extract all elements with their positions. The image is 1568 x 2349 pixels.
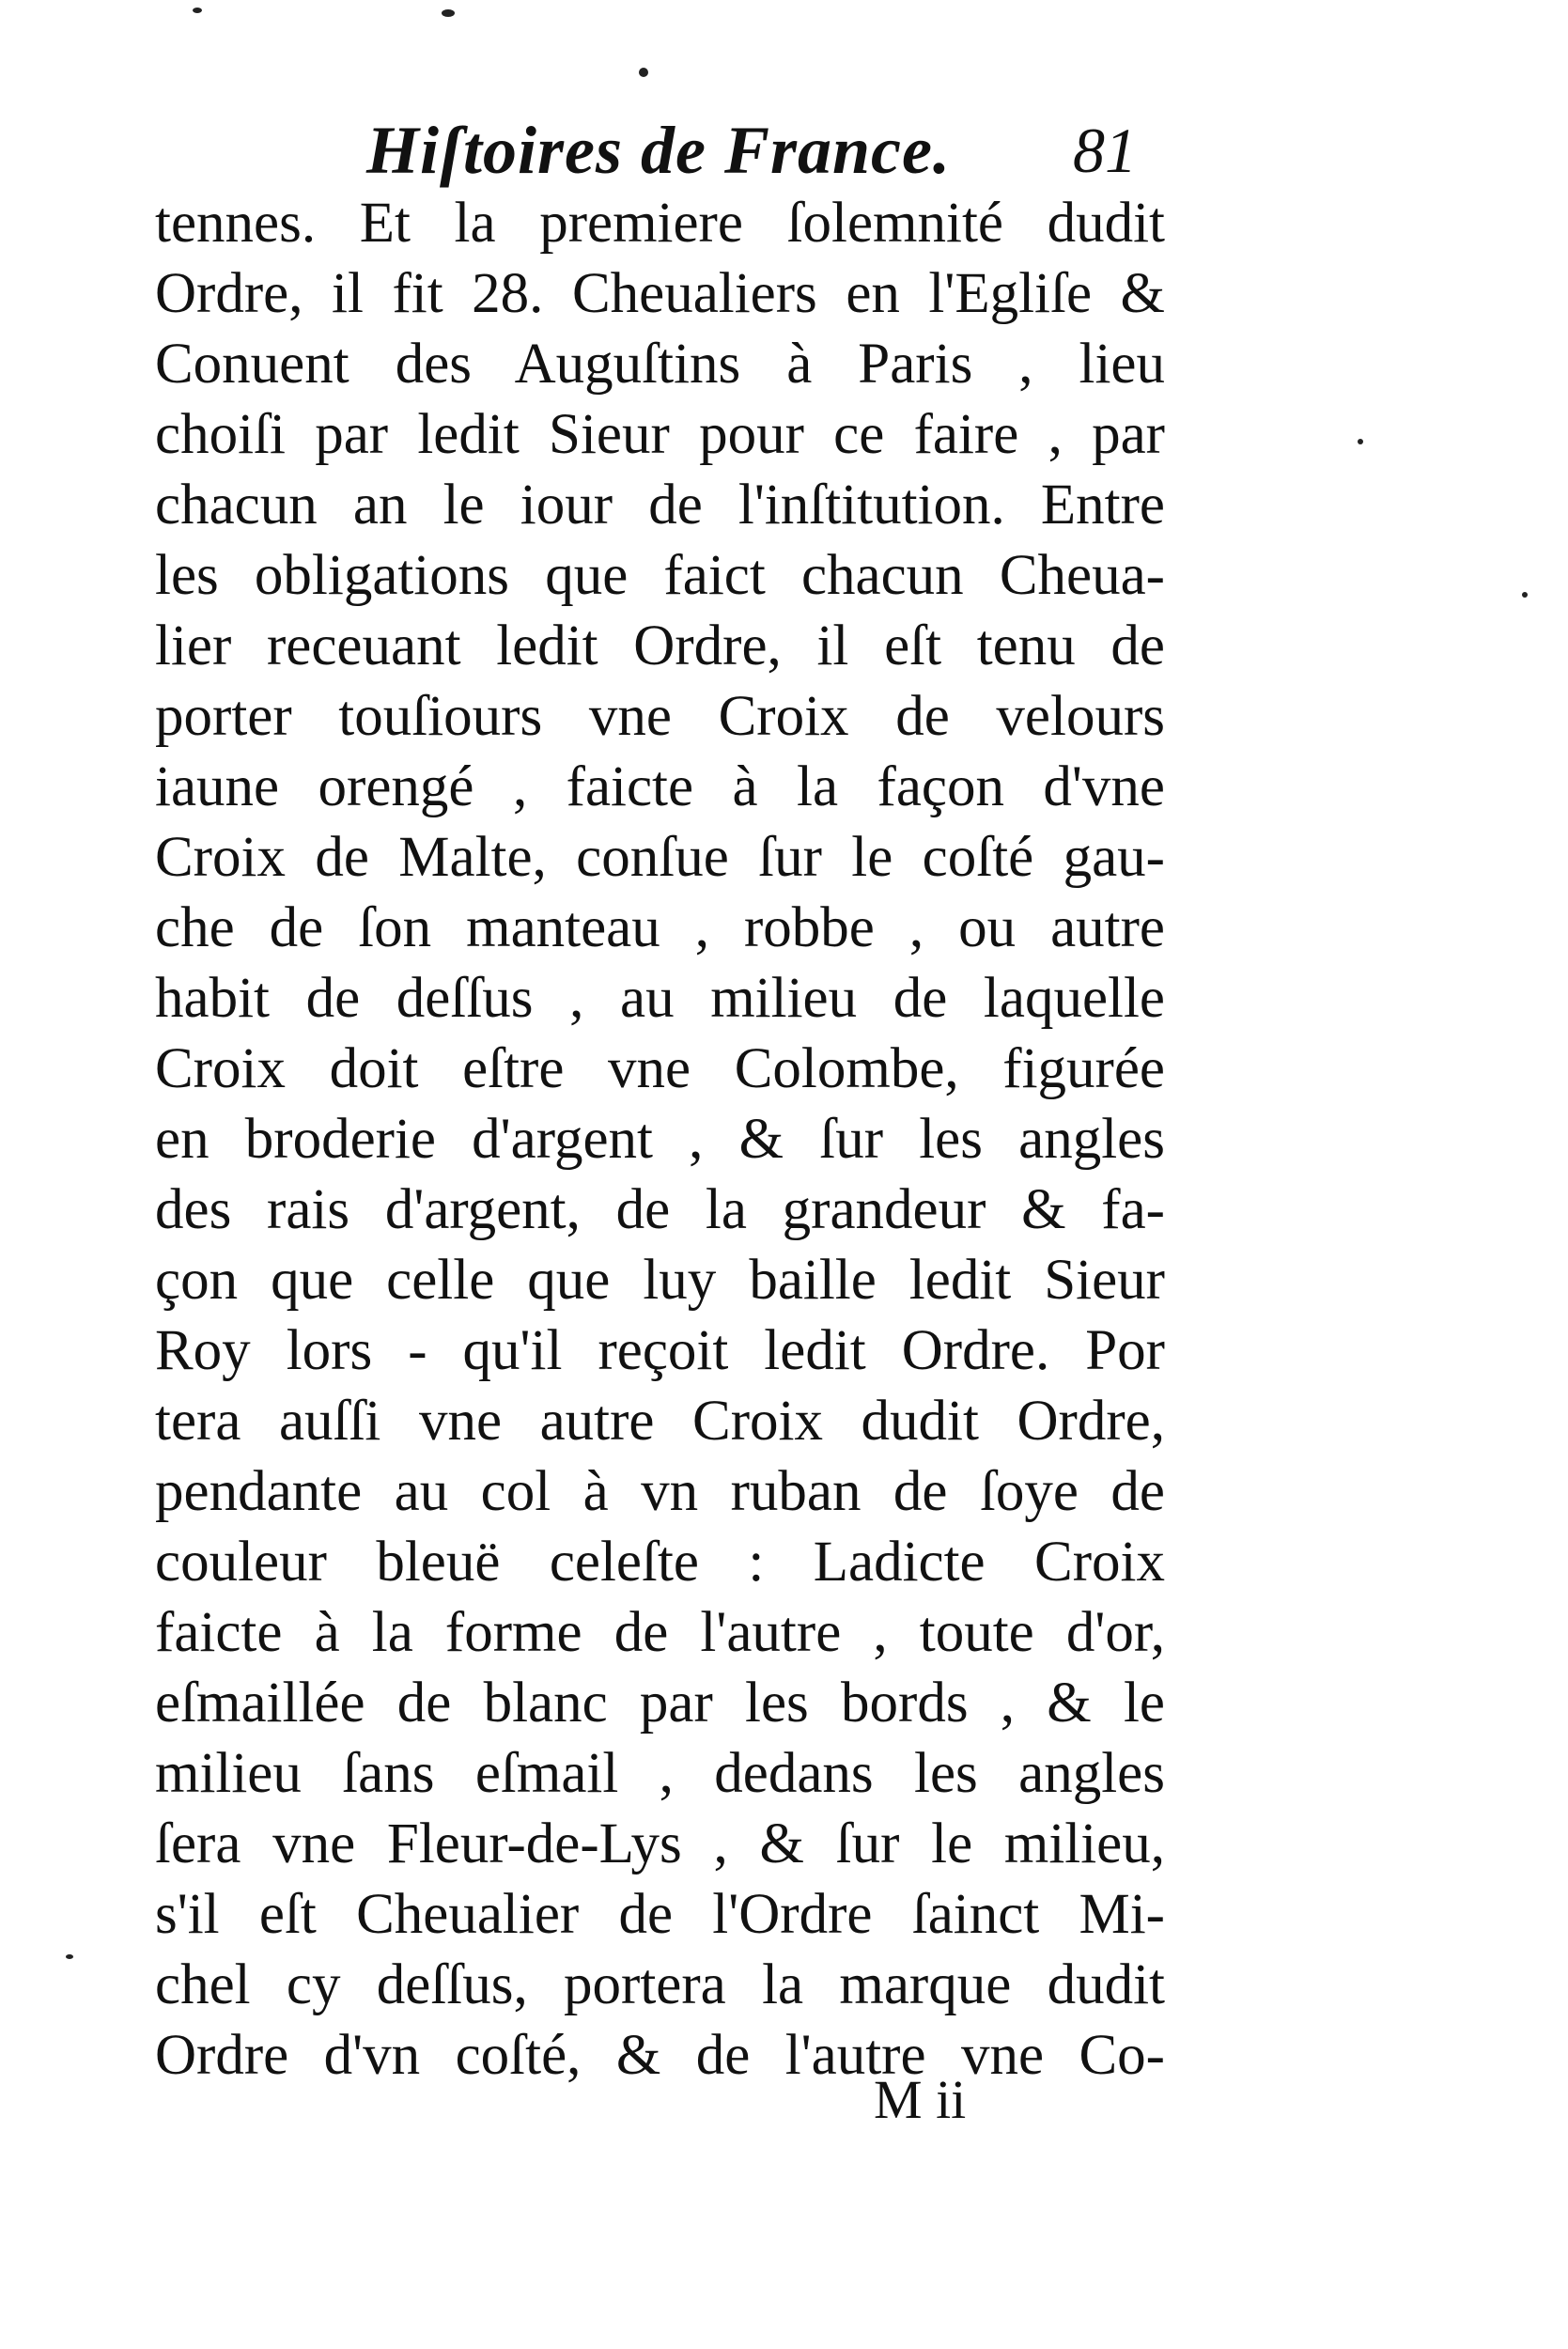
- body-text: [155, 188, 1165, 2091]
- text-line: les obligations que faict chacun Cheua-: [155, 544, 1165, 607]
- text-line: Roy lors - qu'il reçoit ledit Ordre. Por: [155, 1319, 1165, 1382]
- text-line: choiſi par ledit Sieur pour ce faire , par: [155, 403, 1165, 466]
- text-line: Ordre d'vn coſté, & de l'autre vne Co-: [155, 2024, 1165, 2087]
- page-number: 81: [1073, 115, 1137, 186]
- text-line: couleur bleuë celeſte : Ladicte Croix: [155, 1531, 1165, 1594]
- text-line: ſera vne Fleur-de-Lys , & ſur le milieu,: [155, 1812, 1165, 1875]
- ink-speck: [66, 1954, 73, 1959]
- text-line: faicte à la forme de l'autre , toute d'or,: [155, 1601, 1165, 1664]
- ink-speck: [1522, 592, 1528, 598]
- text-line: Croix de Malte, conſue ſur le coſté gau-: [155, 826, 1165, 889]
- text-line: çon que celle que luy baille ledit Sieur: [155, 1249, 1165, 1312]
- text-line: pendante au col à vn ruban de ſoye de: [155, 1460, 1165, 1523]
- signature-catchword: M ii: [874, 2069, 967, 2130]
- text-line: Ordre, il fit 28. Cheualiers en l'Egliſe &: [155, 262, 1165, 325]
- running-title: Hiſtoires de France.: [366, 113, 951, 188]
- text-line: milieu ſans eſmail , dedans les angles: [155, 1742, 1165, 1805]
- text-line: chel cy deſſus, portera la marque dudit: [155, 1953, 1165, 2016]
- text-line: iaune orengé , faicte à la façon d'vne: [155, 755, 1165, 818]
- ink-speck: [1358, 439, 1363, 444]
- text-line: porter touſiours vne Croix de velours: [155, 685, 1165, 748]
- ink-speck: [442, 9, 455, 17]
- text-line: en broderie d'argent , & ſur les angles: [155, 1108, 1165, 1171]
- text-line: s'il eſt Cheualier de l'Ordre ſainct Mi-: [155, 1883, 1165, 1946]
- text-line: eſmaillée de blanc par les bords , & le: [155, 1672, 1165, 1735]
- text-line: chacun an le iour de l'inſtitution. Entre: [155, 474, 1165, 537]
- text-line: Croix doit eſtre vne Colombe, figurée: [155, 1037, 1165, 1100]
- text-line: che de ſon manteau , robbe , ou autre: [155, 896, 1165, 959]
- ink-speck: [193, 8, 202, 13]
- text-line: lier receuant ledit Ordre, il eſt tenu de: [155, 614, 1165, 677]
- text-line: Conuent des Auguſtins à Paris , lieu: [155, 333, 1165, 396]
- text-line: tera auſſi vne autre Croix dudit Ordre,: [155, 1390, 1165, 1453]
- ink-speck: [639, 68, 648, 77]
- text-line: tennes. Et la premiere ſolemnité dudit: [155, 192, 1165, 255]
- text-line: habit de deſſus , au milieu de laquelle: [155, 967, 1165, 1030]
- text-line: des rais d'argent, de la grandeur & fa-: [155, 1178, 1165, 1241]
